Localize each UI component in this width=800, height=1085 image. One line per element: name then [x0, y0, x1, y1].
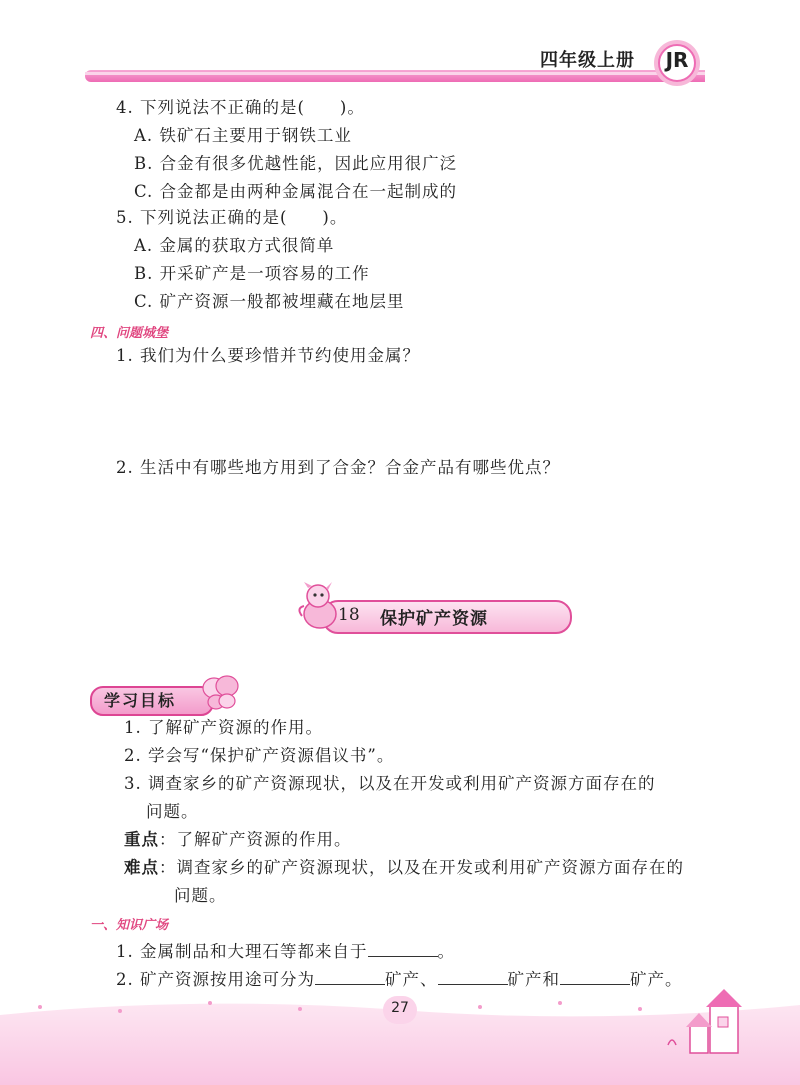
section-4-title: 四、问题城堡	[90, 326, 169, 341]
question-5-stem: 5. 下列说法正确的是( )。	[116, 208, 348, 227]
question-4-option-c: C. 合金都是由两种金属混合在一起制成的	[134, 182, 458, 201]
key-point-text: ：了解矿产资源的作用。	[159, 830, 352, 849]
difficult-point-continued: 问题。	[174, 886, 227, 905]
learning-goals-label: 学习目标	[104, 691, 177, 710]
section-1-title: 一、知识广场	[90, 918, 169, 933]
answer-blank[interactable]	[438, 970, 508, 985]
page-number: 27	[391, 1000, 409, 1016]
question-2-mid-1: 矿产、	[385, 970, 438, 989]
answer-blank[interactable]	[368, 942, 438, 957]
question-5-option-b: B. 开采矿产是一项容易的工作	[134, 264, 370, 283]
section-4-question-2: 2. 生活中有哪些地方用到了合金？合金产品有哪些优点？	[116, 458, 560, 477]
difficult-point	[124, 858, 684, 878]
question-4-stem: 4. 下列说法不正确的是( )。	[116, 98, 365, 117]
badge-text: JR	[665, 48, 689, 72]
dragon-mascot-icon	[294, 580, 344, 636]
section-4-question-1: 1. 我们为什么要珍惜并节约使用金属？	[116, 346, 420, 365]
answer-blank[interactable]	[315, 970, 385, 985]
chapter-number: 18	[338, 605, 360, 625]
goal-item-2: 2. 学会写“保护矿产资源倡议书”。	[124, 746, 395, 765]
question-5-option-c: C. 矿产资源一般都被埋藏在地层里	[134, 292, 405, 311]
chapter-title: 保护矿产资源	[380, 609, 488, 629]
question-1-text: 1. 金属制品和大理石等都来自于	[116, 942, 368, 961]
question-2-end: 矿产。	[630, 970, 683, 989]
butterfly-icon	[200, 674, 240, 712]
question-2-mid-2: 矿产和	[507, 970, 560, 989]
question-1-end: 。	[437, 942, 455, 961]
goal-item-3: 3. 调查家乡的矿产资源现状，以及在开发或利用矿产资源方面存在的	[124, 774, 656, 793]
goal-item-3-continued: 问题。	[146, 802, 199, 821]
answer-blank[interactable]	[560, 970, 630, 985]
section-1-question-1	[116, 942, 455, 962]
question-4-option-a: A. 铁矿石主要用于钢铁工业	[134, 126, 352, 145]
grade-label: 四年级上册	[540, 50, 635, 71]
key-point-label: 重点	[124, 830, 159, 849]
goal-item-1: 1. 了解矿产资源的作用。	[124, 718, 323, 737]
question-4-option-b: B. 合金有很多优越性能，因此应用很广泛	[134, 154, 458, 173]
difficult-point-text: ：调查家乡的矿产资源现状，以及在开发或利用矿产资源方面存在的	[159, 858, 684, 877]
header-band-highlight	[85, 72, 705, 75]
key-point	[124, 830, 352, 850]
difficult-point-label: 难点	[124, 858, 159, 877]
question-2-text: 2. 矿产资源按用途可分为	[116, 970, 315, 989]
question-5-option-a: A. 金属的获取方式很简单	[134, 236, 335, 255]
